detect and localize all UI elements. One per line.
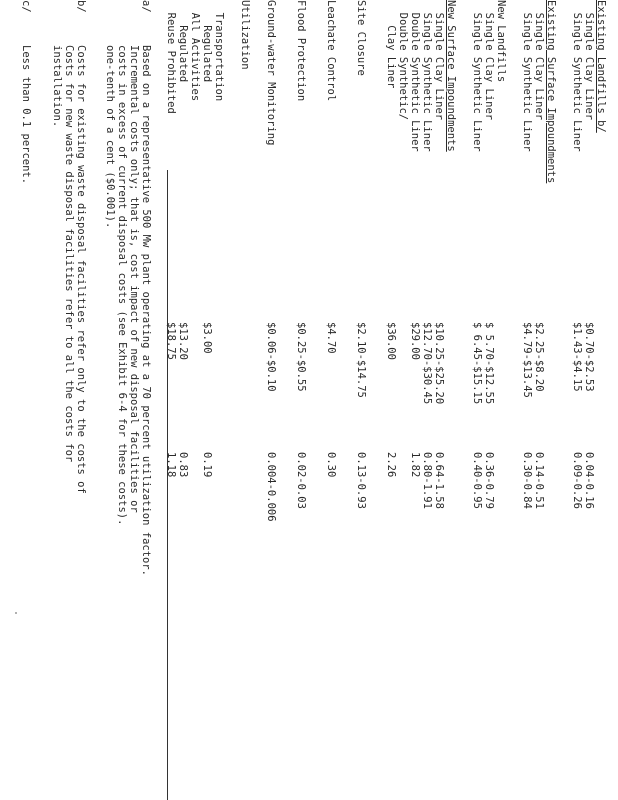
row-label: Clay Liner xyxy=(385,0,397,89)
row-label: Flood Protection xyxy=(295,0,307,102)
percent-value: 0.30-0.84 xyxy=(521,452,533,509)
cost-value: $3.00 xyxy=(201,322,213,354)
cost-value: $ 5.70-$12.55 xyxy=(483,322,495,405)
row-label: Site Closure xyxy=(355,0,367,76)
row-label: Single Synthetic Liner xyxy=(571,0,583,152)
footnote-line: Less than 0.1 percent. xyxy=(20,45,32,185)
percent-value: 0.14-0.51 xyxy=(533,452,545,509)
row-label: Single Clay Liner xyxy=(433,0,445,121)
cost-value: $36.00 xyxy=(385,322,397,360)
row-label: Regulated xyxy=(201,0,213,83)
row-label: Single Clay Liner xyxy=(583,0,595,121)
percent-value: 1.82 xyxy=(409,452,421,478)
footnote-line: installation. xyxy=(51,45,63,128)
row-label: Single Clay Liner xyxy=(533,0,545,121)
row-label: Utilization xyxy=(239,0,251,70)
cost-value: $13.20 xyxy=(177,322,189,360)
cost-value: $4.79-$13.45 xyxy=(521,322,533,398)
cost-value: $2.25-$8.20 xyxy=(533,322,545,392)
percent-value: 0.80-1.91 xyxy=(421,452,433,509)
percent-value: 0.40-0.95 xyxy=(471,452,483,509)
percent-value: 0.36-0.79 xyxy=(483,452,495,509)
percent-value: 2.26 xyxy=(385,452,397,478)
percent-value: 0.19 xyxy=(201,452,213,478)
footnote-mark: b/ xyxy=(75,0,87,13)
row-label: Double Synthetic Liner xyxy=(409,0,421,152)
row-label: Existing Surface Impoundments xyxy=(545,0,557,184)
percent-value: 0.02-0.03 xyxy=(295,452,307,509)
footnote-mark: c/ xyxy=(20,0,32,13)
cost-value: $0.70-$2.53 xyxy=(583,322,595,392)
cost-value: $0.06-$0.10 xyxy=(265,322,277,392)
percent-value: 0.004-0.006 xyxy=(265,452,277,522)
scan-speck xyxy=(15,612,17,614)
row-label: Double Synthetic/ xyxy=(397,0,409,121)
row-label: Leachate Control xyxy=(325,0,337,102)
cost-value: $2.10-$14.75 xyxy=(355,322,367,398)
cost-value: $4.70 xyxy=(325,322,337,354)
row-label: Single Synthetic Liner xyxy=(471,0,483,152)
percent-value: 0.09-0.26 xyxy=(571,452,583,509)
footnote-line: Costs for new waste disposal facilities refer to all the costs for xyxy=(63,45,75,463)
cost-value: $10.25-$25.20 xyxy=(433,322,445,405)
cost-value: $12.70-$30.45 xyxy=(421,322,433,405)
cost-value: $18.75 xyxy=(165,322,177,360)
row-label: Single Synthetic Liner xyxy=(421,0,433,152)
row-label: Regulated xyxy=(177,0,189,83)
percent-value: 0.83 xyxy=(177,452,189,478)
row-label: New Surface Impoundments xyxy=(445,0,457,152)
cost-value: $0.25-$0.55 xyxy=(295,322,307,392)
footnote-line: one-tenth of a cent ($0.001). xyxy=(104,45,116,229)
footnote-rule xyxy=(167,170,168,800)
row-label: Ground-water Monitoring xyxy=(265,0,277,146)
percent-value: 0.30 xyxy=(325,452,337,478)
row-label: Transportation xyxy=(213,0,225,102)
footnote-line: Incremental costs only; that is, cost impact of new disposal facilities or xyxy=(128,45,140,513)
row-label: New Landfills xyxy=(495,0,507,83)
row-label: Single Synthetic Liner xyxy=(521,0,533,152)
row-label: Single Clay Liner xyxy=(483,0,495,121)
row-label: Reuse Prohibited xyxy=(165,0,177,114)
footnote-line: costs in excess of current disposal costs (see Exhibit 6-4 for these costs). xyxy=(116,45,128,526)
percent-value: 0.04-0.16 xyxy=(583,452,595,509)
footnote-line: Based on a representative 500 Mw plant operating at a 70 percent utilization factor. xyxy=(140,45,152,577)
percent-value: 0.13-0.93 xyxy=(355,452,367,509)
cost-value: $1.43-$4.15 xyxy=(571,322,583,392)
percent-value: 0.64-1.58 xyxy=(433,452,445,509)
percent-value: 1.18 xyxy=(165,452,177,478)
footnote-mark: a/ xyxy=(140,0,152,13)
cost-value: $29.00 xyxy=(409,322,421,360)
row-label: Existing Landfills b/ xyxy=(595,0,607,133)
row-label: All Activities xyxy=(189,0,201,102)
cost-value: $ 6.45-$15.15 xyxy=(471,322,483,405)
footnote-line: Costs for existing waste disposal facilities refer only to the costs of xyxy=(75,45,87,494)
